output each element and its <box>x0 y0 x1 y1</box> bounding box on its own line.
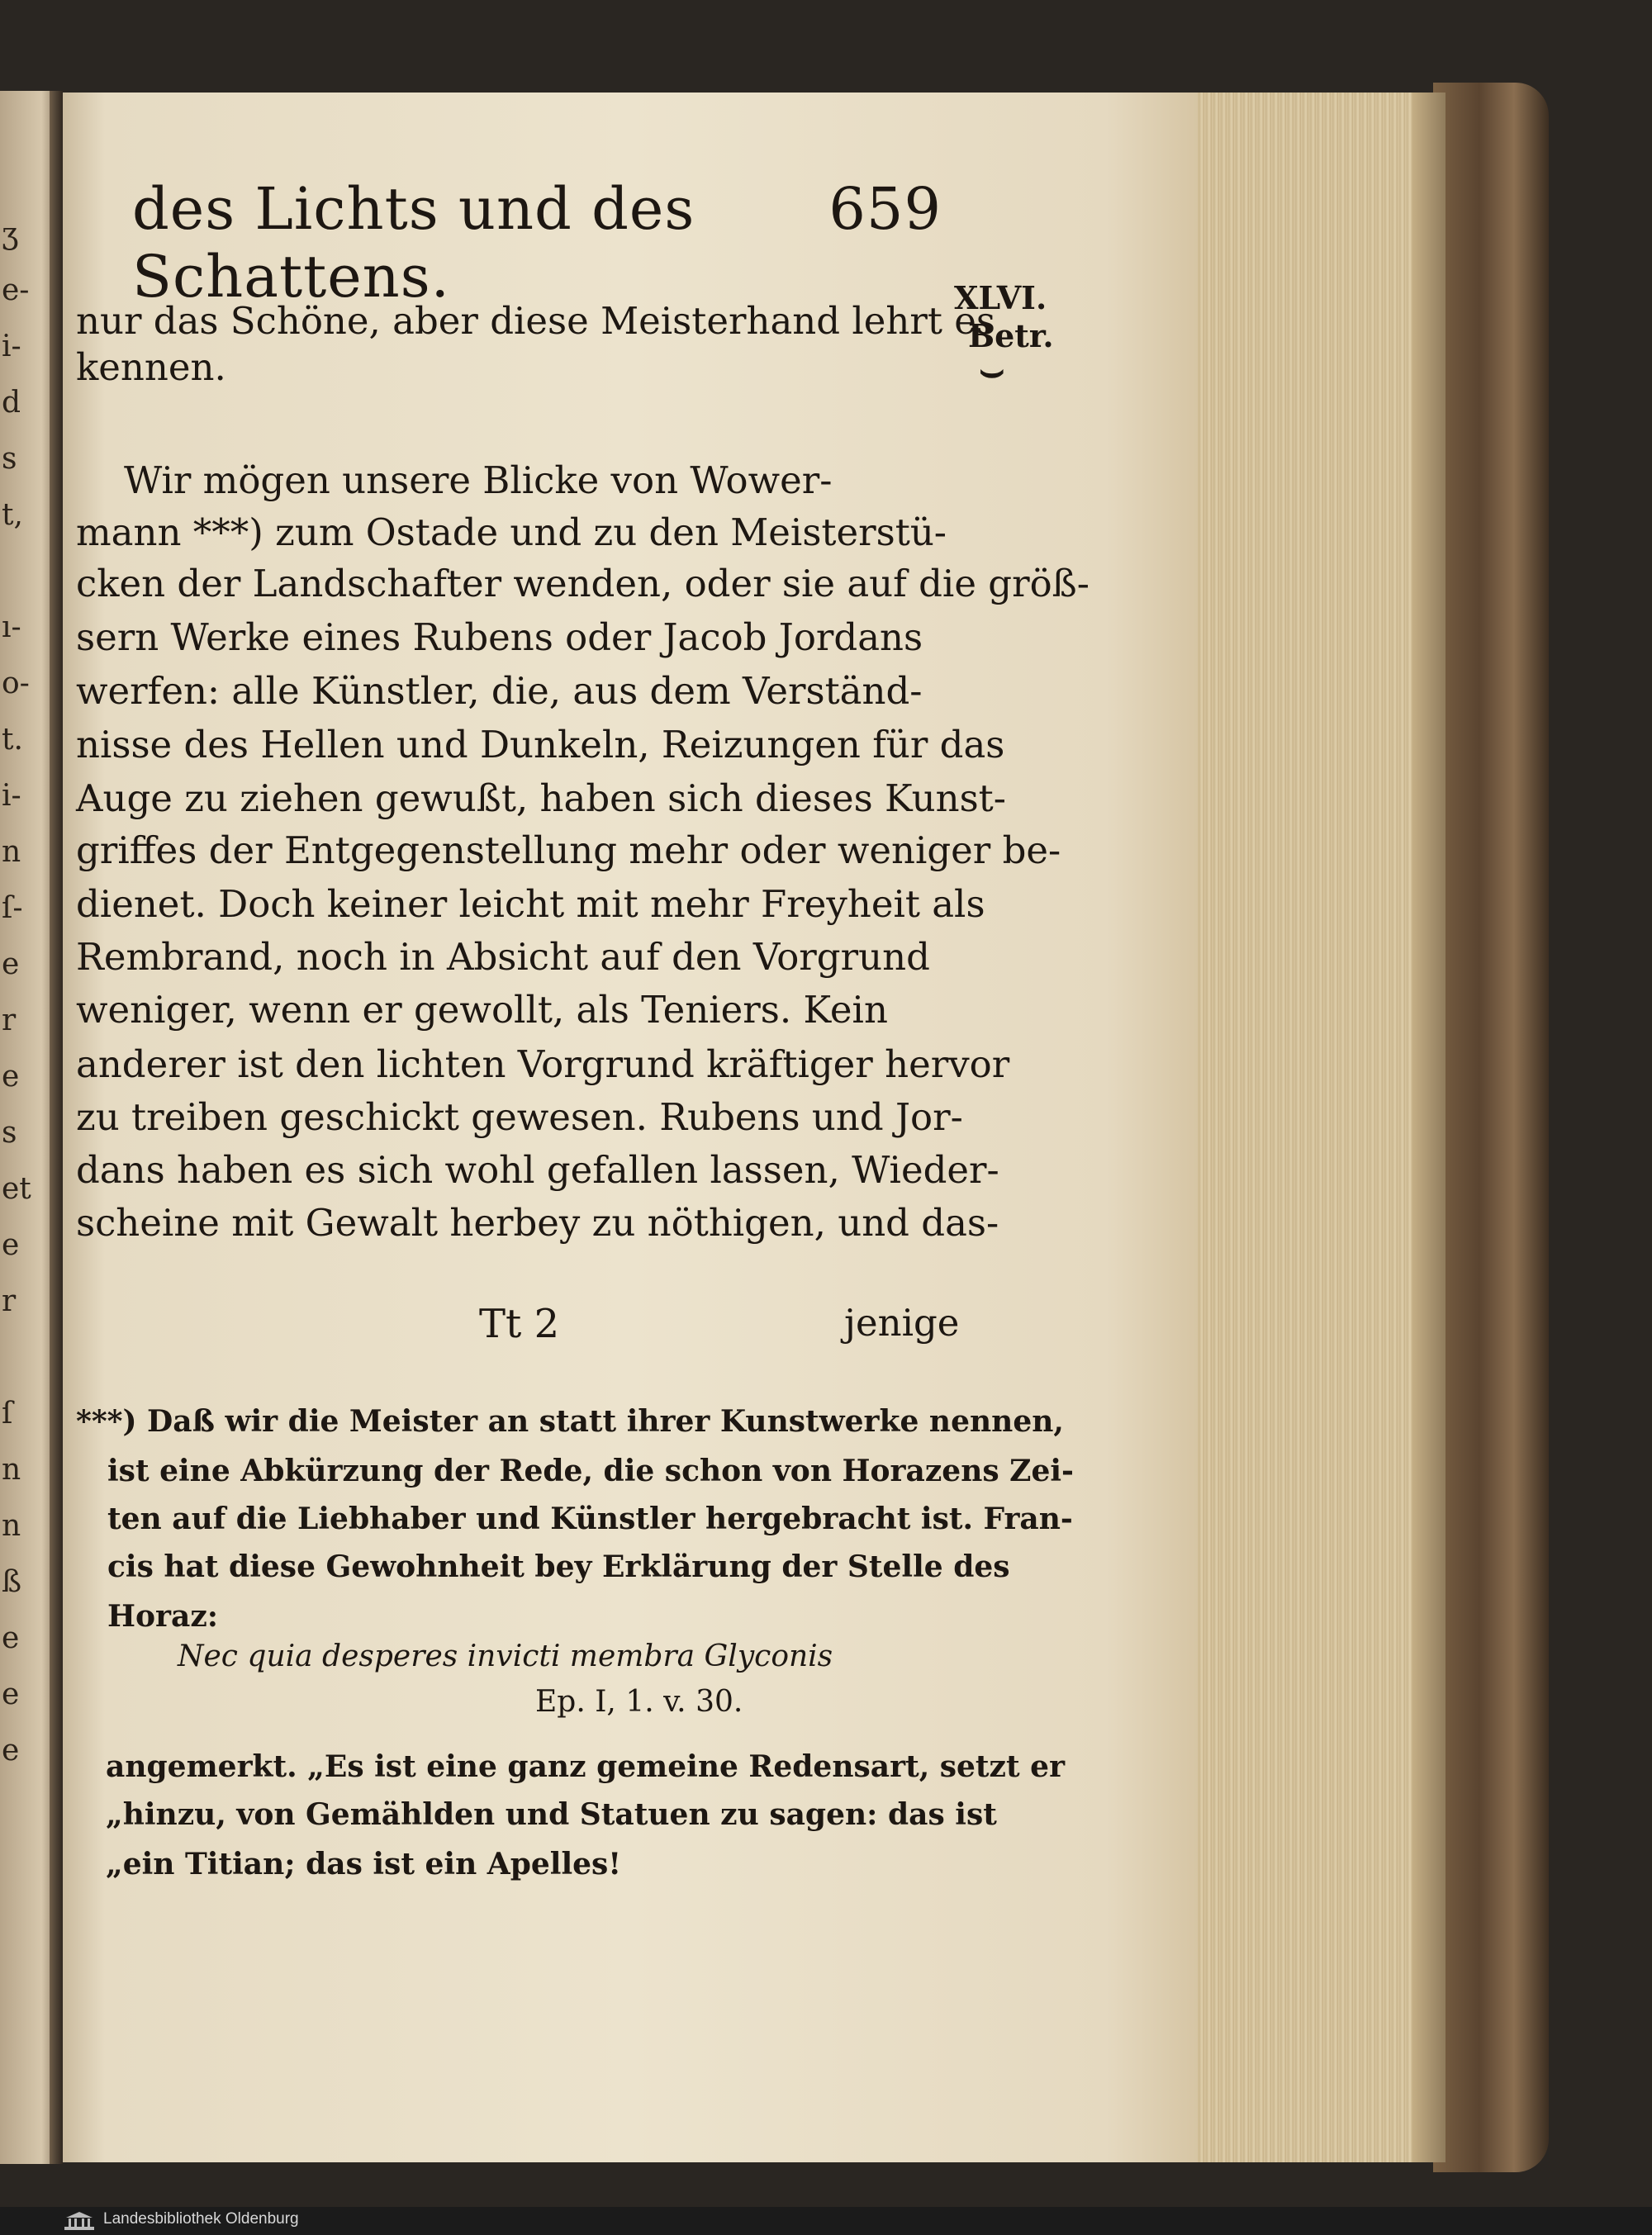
running-head-title: des Lichts und des Schattens. <box>132 175 695 311</box>
text-line-content: Auge zu ziehen gewußt, haben sich dieses Kunst- <box>76 776 1006 820</box>
text-line <box>76 1042 1010 1097</box>
marginal-note-label: Betr. <box>968 317 1054 354</box>
text-line <box>76 1201 999 1255</box>
text-line-content: Rembrand, noch in Absicht auf den Vorgrund <box>76 935 930 979</box>
text-line-content: nur das Schöne, aber diese Meisterhand lehrt es <box>76 299 996 343</box>
text-line-content: dans haben es sich wohl gefallen lassen, Wieder- <box>76 1148 999 1192</box>
text-line-content: kennen. <box>76 345 226 389</box>
footnote-line: ***) Daß wir die Meister an statt ihrer Kunstwerke nennen, <box>76 1404 1064 1439</box>
footnote-line: Horaz: <box>107 1599 219 1634</box>
text-line-content: dienet. Doch keiner leicht mit mehr Freyheit als <box>76 882 985 926</box>
page-fore-edge <box>1189 93 1446 2162</box>
footnote-line: ten auf die Liebhaber und Künstler hergebracht ist. Fran- <box>107 1502 1073 1536</box>
text-line-content: zu treiben geschickt gewesen. Rubens und Jor- <box>76 1095 963 1139</box>
text-line-content: nisse des Hellen und Dunkeln, Reizungen für das <box>76 723 1005 766</box>
text-line <box>76 1148 999 1203</box>
marginal-note-mark: ⌣ <box>979 347 1005 393</box>
signature-mark: Tt 2 <box>479 1301 560 1347</box>
text-line <box>76 935 947 989</box>
library-logo-icon <box>63 2210 96 2232</box>
book-gutter <box>50 91 63 2164</box>
text-line <box>124 458 947 513</box>
text-line-content: weniger, wenn er gewollt, als Teniers. Kein <box>76 988 888 1032</box>
text-line-content: anderer ist den lichten Vorgrund kräftiger hervor <box>76 1042 1010 1086</box>
footnote-line: cis hat diese Gewohnheit bey Erklärung der Stelle des <box>107 1549 1010 1584</box>
text-line <box>76 1095 963 1150</box>
running-head <box>132 175 942 311</box>
book-cover <box>1433 83 1549 2172</box>
text-line <box>76 882 985 937</box>
latin-quote: Nec quia desperes invicti membra Glyconis <box>178 1639 833 1673</box>
text-line <box>76 345 947 400</box>
catchword: jenige <box>844 1301 960 1345</box>
text-line <box>76 510 947 565</box>
text-line-content: mann ***) zum Ostade und zu den Meisterstü- <box>76 510 947 554</box>
footnote-end-line: angemerkt. „Es ist eine ganz gemeine Redensart, setzt er <box>106 1749 1066 1784</box>
text-line <box>76 828 1061 883</box>
footnote-end-line: „hinzu, von Gemählden und Statuen zu sagen: das ist <box>106 1797 997 1832</box>
text-line <box>76 669 947 724</box>
library-name: Landesbibliothek Oldenburg <box>103 2210 299 2228</box>
text-line-content: sern Werke eines Rubens oder Jacob Jordans <box>76 615 923 659</box>
footnote-end-line: „ein Titian; das ist ein Apelles! <box>106 1847 622 1881</box>
text-line-content: cken der Landschafter wenden, oder sie auf die größ- <box>76 562 1089 605</box>
text-line-content: Wir mögen unsere Blicke von Wower- <box>124 458 833 502</box>
marginal-note-number: XLVI. <box>954 279 1047 316</box>
text-line-content: scheine mit Gewalt herbey zu nöthigen, und das- <box>76 1201 999 1245</box>
left-page-edge-text: ʒ e- i- d s t, ı- o- t. i- n ſ- e r e s et e r ſ n n ß e e e <box>2 217 31 1768</box>
text-line <box>76 988 947 1042</box>
footer-bar <box>0 2207 1652 2235</box>
text-line <box>76 776 1006 831</box>
quote-reference: Ep. I, 1. v. 30. <box>535 1685 743 1719</box>
text-line <box>76 615 947 670</box>
text-line <box>76 723 1005 777</box>
page-number: 659 <box>828 175 942 243</box>
text-line-content: werfen: alle Künstler, die, aus dem Verständ- <box>76 669 923 713</box>
text-line <box>76 562 1089 616</box>
text-line-content: griffes der Entgegenstellung mehr oder weniger be- <box>76 828 1061 872</box>
footnote-line: ist eine Abkürzung der Rede, die schon von Horazens Zei- <box>107 1454 1074 1488</box>
